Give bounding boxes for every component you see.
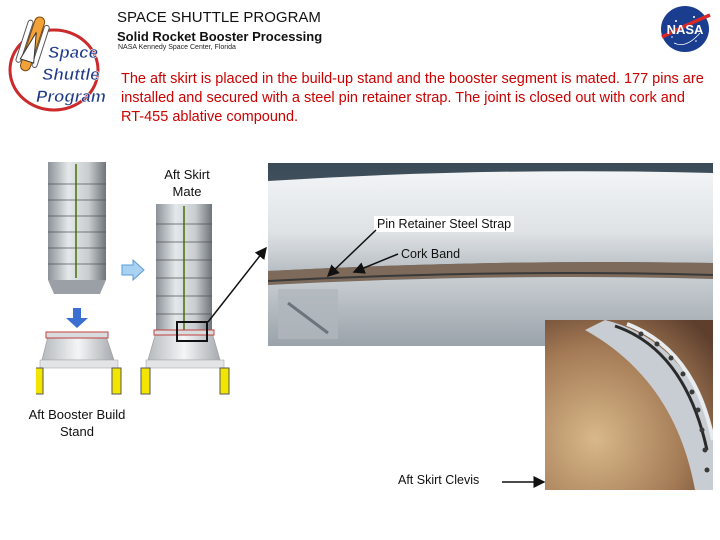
pin-retainer-strap-label: Pin Retainer Steel Strap [374, 216, 514, 232]
clevis-caption: Aft Skirt Clevis [398, 473, 480, 487]
nasa-logo [656, 3, 714, 55]
logo-text-space: Space [48, 43, 99, 62]
mate-arrow [208, 248, 266, 322]
clevis-arrow [500, 470, 550, 490]
logo-text-shuttle: Shuttle [42, 65, 100, 84]
strap-arrow [328, 230, 376, 276]
program-title: SPACE SHUTTLE PROGRAM [117, 9, 321, 26]
location-text: NASA Kennedy Space Center, Florida [118, 44, 236, 51]
booster-segment-diagram [36, 160, 132, 396]
logo-text-program: Program [36, 87, 106, 106]
nasa-logo-text: NASA [666, 22, 704, 37]
cork-arrow [354, 254, 398, 272]
build-stand-caption: Aft Booster Build Stand [28, 407, 126, 439]
aft-skirt-mate-caption: Aft Skirt Mate [164, 167, 210, 199]
page-subtitle: Solid Rocket Booster Processing [117, 29, 323, 44]
cork-band-label: Cork Band [401, 247, 461, 261]
aft-skirt-clevis-photo [545, 320, 713, 490]
space-shuttle-program-logo [4, 8, 116, 116]
description-text: The aft skirt is placed in the build-up stand and the booster segment is mated. 177 pins are installed and secured with a steel pin retainer strap. The joint is closed out with cork and RT-455 ablative compound. [121, 71, 704, 125]
callout-arrows [200, 210, 400, 330]
